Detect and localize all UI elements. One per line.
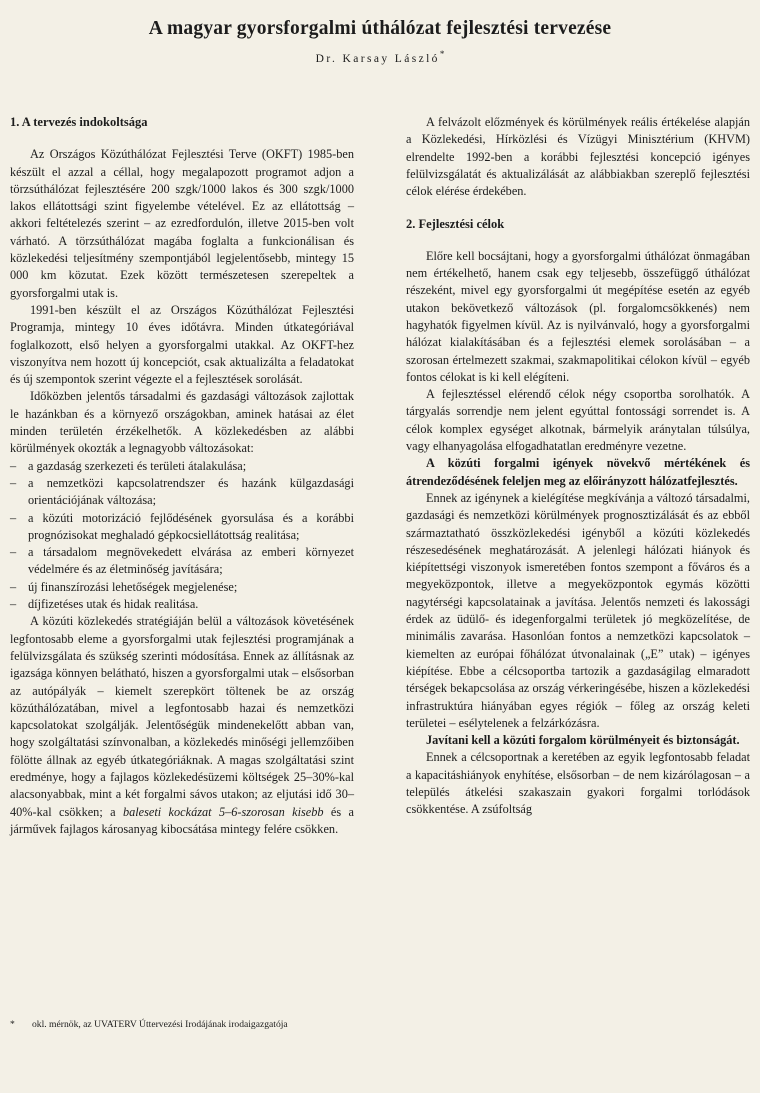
paragraph: A felvázolt előzmények és körülmények reális értékelése alapján a Közlekedési, Hírközlési és Vízügyi Minisztérium (KHVM) elrendelte 1992-ben a korábbi fejlesztési koncepció igényes felülvizsgálatát és aktualizálását az alábbiakban szereplő fejlesztési célok elérése érdekében. (406, 115, 750, 199)
section-2-heading: 2. Fejlesztési célok (406, 217, 505, 232)
author-footnote-mark: * (439, 49, 445, 59)
list-item: – a közúti motorizáció fejlődésének gyorsulása és a korábbi prognózisokat meghaladó gépkocsiellátottság realitása; (10, 510, 354, 545)
paragraph (10, 613, 354, 838)
goal-heading: A közúti forgalmi igények növekvő mértékének és átrendeződésének feleljen meg az előirányzott hálózatfejlesztés. (406, 456, 750, 488)
paragraph: Ennek a célcsoportnak a keretében az egyik legfontosabb feladat a kapacitáshiányok enyhítése, elsősorban – de nem kizárólagosan – a település átkelési szakaszain gyakori forgalmi torlódások csökkentése. A zsúfoltság (406, 750, 750, 817)
paragraph: Az Országos Közúthálózat Fejlesztési Terve (OKFT) 1985-ben készült el azzal a céllal, hogy megalapozott programot adjon a törzsúthálózat fejlesztésére 200 szgk/1000 lakos és 300 szgk/1000 lakos ellátottsági szint figyelembe vételével. Ez az ellátottság – akkori feltételezés szerint – az ezredfordulón, illetve 2015-ben volt várható. A törzsúthálózat magába foglalta a funkcionálisan és közlekedési teljesítmény szempontjából legjelentősebb, mintegy 15 000 km közutat. Ezek között természetesen szerepeltek a gyorsforgalmi utak is. (10, 147, 354, 300)
page-title: A magyar gyorsforgalmi úthálózat fejlesztési tervezése (148, 18, 612, 39)
paragraph: A fejlesztéssel elérendő célok négy csoportba sorolhatók. A tárgyalás sorrendje nem jelent egyúttal fontossági sorrendet is. A célok komplex egységet alkotnak, bármelyik aránytalan túlsúlya, vagy elhanyagolása elfogadhatatlan eredményre vezetne. (406, 387, 750, 454)
list-item: – a társadalom megnövekedett elvárása az emberi környezet védelmére és az életminőség javítására; (10, 544, 354, 579)
paragraph-text: A közúti közlekedés stratégiáján belül a változások követésének legfontosabb eleme a gyorsforgalmi utak fejlesztési programjának a felülvizsgálata és szükség szerinti módosítása. Ennek az állításnak az igazsága könnyen belátható, hiszen a gyorsforgalmi utak – elsősorban az autópályák – kiemelt szerepkört töltenek be az ország közúthálózatában, mivel a legfontosabb hazai és nemzetközi kapcsolatokat szolgálják. Jelentőségük mindenekelőtt abban van, hogy szolgáltatási színvonalban, a közlekedés minőségi jellemzőiben fölötte állnak az egyéb útkategóriáknak. A magas szolgáltatási szint eredménye, hogy a fajlagos közlekedésüzemi költségek 25–30%-kal alacsonyabbak, mint a két forgalmi sávos utakon; az eljutási idő 30–40%-kal csökken; a (10, 614, 354, 819)
paragraph: Ennek az igénynek a kielégítése megkívánja a változó társadalmi, gazdasági és nemzetközi körülmények prognosztizálását és az ebből származtatható összközlekedési igényből a közúti közlekedés részesedésének meghatározását. A jelenlegi hálózati hiányok és kiépítettségi viszonyok ismeretében fontos szempont a főváros és a megyeközpontok, illetve a megyeközpontok egymás közötti nagytérségi kapcsolatainak a javítása. Jelentős nemzeti és lakossági érdek az üdülő- és idegenforgalmi területek jó megközelítése, de minimális zavarása. Hasonlóan fontos a nemzetközi kapcsolatok – kiemelten az európai főhálózat útvonalainak („E” utak) – igényes kiépítése. Ebbe a célcsoportba tartozik a gazdaságilag elmaradott térségek bekapcsolása az ország vérkeringésébe, hiszen a közlekedési infrastruktúra hiányában egyes régiók – főleg az ország keleti területei – esélytelenek a felzárkózásra. (406, 490, 750, 730)
section-1-heading: 1. A tervezés indokoltsága (10, 115, 148, 129)
goal-heading: Javítani kell a közúti forgalom körülményeit és biztonságát. (426, 733, 740, 748)
left-column (10, 114, 354, 838)
footnote (10, 1019, 410, 1031)
list-item: – díjfizetéses utak és hidak realitása. (10, 596, 354, 613)
footnote-text: okl. mérnök, az UVATERV Úttervezési Irodájának irodaigazgatója (32, 1019, 288, 1030)
list-item: – a gazdaság szerkezeti és területi átalakulása; (10, 458, 354, 475)
author-name: Dr. Karsay László (315, 52, 440, 65)
paragraph: Időközben jelentős társadalmi és gazdasági változások zajlottak le hazánkban és a környező országokban, aminek hatásai az élet minden területén érzékelhetők. A közlekedésben az alábbi körülmények okozták a legnagyobb változásokat: (10, 389, 354, 456)
right-column (406, 114, 750, 819)
paragraph: 1991-ben készült el az Országos Közúthálózat Fejlesztési Programja, mintegy 10 éves időtávra. Minden útkategóriával foglalkozott, első helyen a gyorsforgalmi utakkal. Az OKFT-hez viszonyítva nem hozott új koncepciót, csak aktualizálta a feladatokat és új szempontok szerint végezte el a fejlesztések sorolását. (10, 302, 354, 387)
change-list (10, 458, 354, 614)
emphasis-text: baleseti kockázat 5–6-szorosan kisebb (122, 804, 324, 819)
list-item: – új finanszírozási lehetőségek megjelenése; (10, 579, 354, 596)
paragraph: Előre kell bocsájtani, hogy a gyorsforgalmi úthálózat önmagában nem értékelhető, hanem csak egy teljesebb, összefüggő úthálózat részeként, mivel egy gyorsforgalmi út megépítése esetén az egyéb utakon bekövetkező változások (pl. forgalomcsökkenés) nem hagyhatók figyelmen kívül. Az is nyilvánvaló, hogy a gyorsforgalmi hálózat kialakításában és a fejlesztési elemek sorolásában – a szorosan értelmezett szakmai, szakmapolitikai célokon kívül – egyéb fontos célokat is ki kell elégíteni. (406, 248, 750, 384)
paragraph-text: és a járművek fajlagos károsanyag kibocsátása mintegy felére csökken. (10, 804, 354, 836)
author-line (0, 49, 760, 65)
footnote-mark: * (10, 1019, 15, 1030)
list-item: – a nemzetközi kapcsolatrendszer és hazánk külgazdasági orientációjának változása; (10, 475, 354, 510)
